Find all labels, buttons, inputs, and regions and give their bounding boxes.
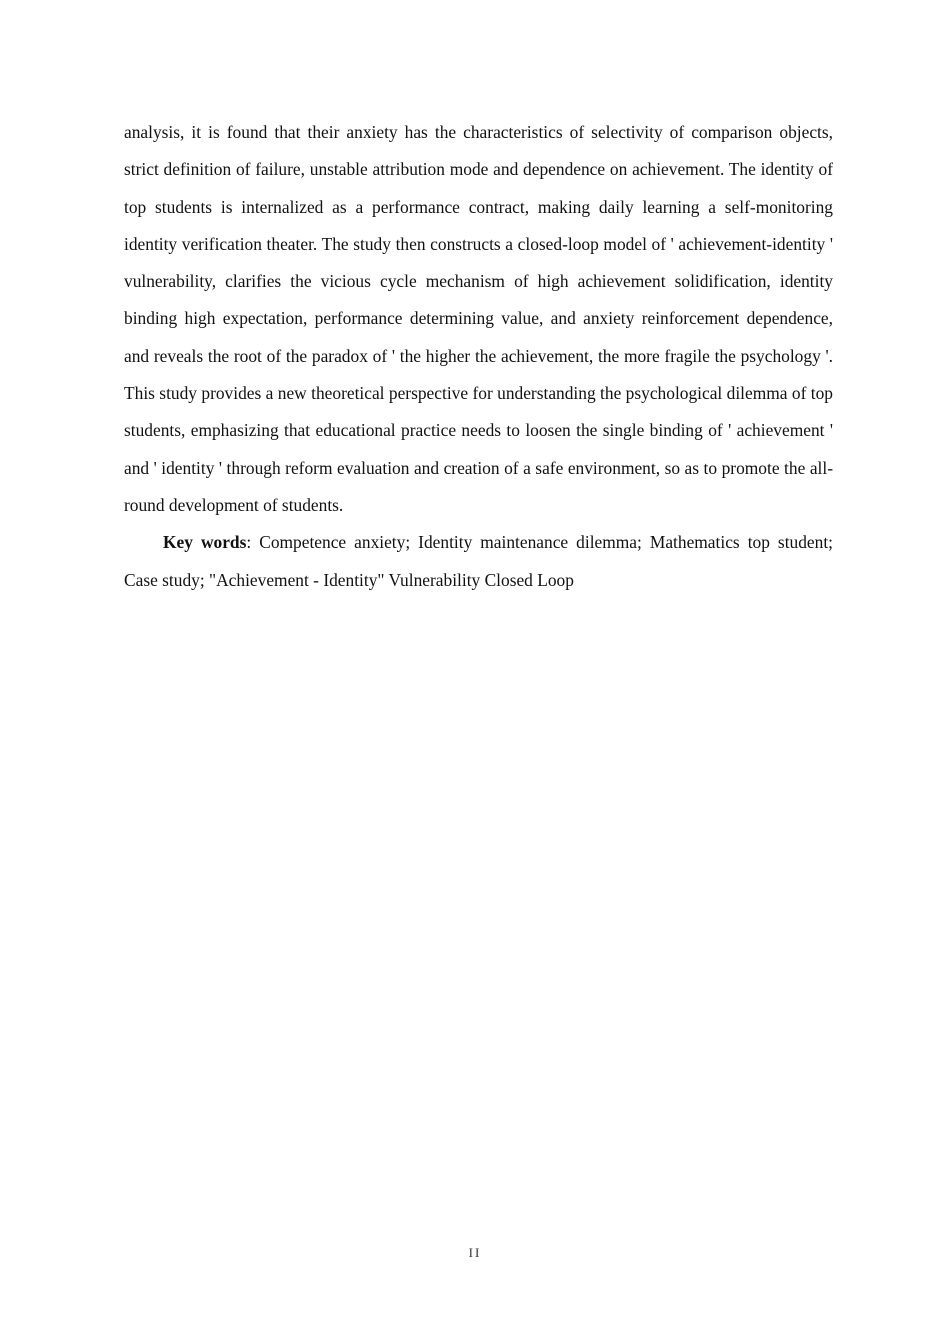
keywords-text: Competence anxiety; Identity maintenance dilemma; Mathematics top student; Case study; "Achievement - Identity" Vulnerability Closed Loop <box>124 532 833 590</box>
keywords-separator: : <box>246 532 260 553</box>
page-number: II <box>468 1245 482 1260</box>
keywords-label: Key words <box>163 532 247 553</box>
abstract-section <box>124 114 833 599</box>
abstract-paragraph: analysis, it is found that their anxiety has the characteristics of selectivity of comparison objects, strict definition of failure, unstable attribution mode and dependence on achievement. The identity of top students is internalized as a performance contract, making daily learning a self-monitoring identity verification theater. The study then constructs a closed-loop model of ' achievement-identity ' vulnerability, clarifies the vicious cycle mechanism of high achievement solidification, identity binding high expectation, performance determining value, and anxiety reinforcement dependence, and reveals the root of the paradox of ' the higher the achievement, the more fragile the psychology '. This study provides a new theoretical perspective for understanding the psychological dilemma of top students, emphasizing that educational practice needs to loosen the single binding of ' achievement ' and ' identity ' through reform evaluation and creation of a safe environment, so as to promote the all-round development of students. <box>124 122 833 515</box>
keywords-paragraph <box>124 524 833 599</box>
